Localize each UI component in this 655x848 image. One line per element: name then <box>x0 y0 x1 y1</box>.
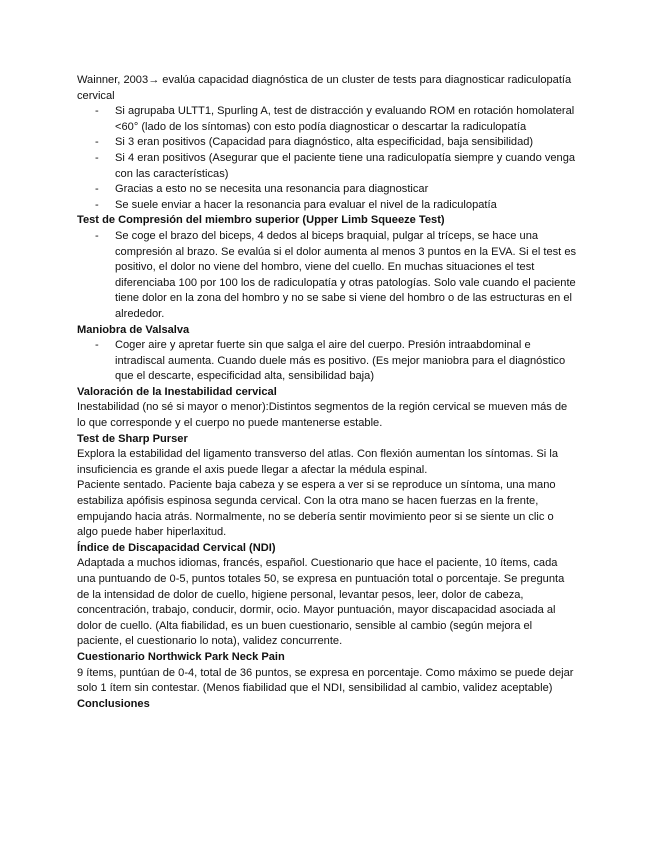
list-item <box>77 229 577 323</box>
dash-bullet: - <box>95 105 99 118</box>
dash-bullet: - <box>95 151 99 164</box>
dash-bullet: - <box>95 339 99 352</box>
dash-bullet: - <box>95 183 99 196</box>
dash-bullet: - <box>95 198 99 211</box>
ndi-paragraph: Adaptada a muchos idiomas, francés, español. Cuestionario que hace el paciente, 10 ítems, cada una puntuando de 0-5, puntos totales 50, se expresa en puntuación total o porcentaje. Se pregunta de la intensidad de dolor de cuello, higiene personal, levantar pesos, leer, dolor de cabeza, concentración, trabajo, conducir, dormir, ocio. Mayor puntuación, mayor discapacidad asociada al dolor de cuello. (Alta fiabilidad, es un buen cuestionario, sensible al cambio (según mejora el paciente, el cuestionario lo nota), validez concurrente. <box>77 557 565 648</box>
list-item-text: Si 3 eran positivos (Capacidad para diagnóstico, alta especificidad, baja sensibilidad) <box>115 136 534 149</box>
section-heading-instability: Valoración de la Inestabilidad cervical <box>77 385 277 398</box>
upper-limb-list <box>77 229 577 323</box>
document-page <box>77 73 577 712</box>
section-heading-northwick: Cuestionario Northwick Park Neck Pain <box>77 650 285 663</box>
section-heading-sharp-purser: Test de Sharp Purser <box>77 432 188 445</box>
intro-list <box>77 104 577 213</box>
dash-bullet: - <box>95 136 99 149</box>
northwick-paragraph: 9 ítems, puntúan de 0-4, total de 36 puntos, se expresa en porcentaje. Como máximo se puede dejar solo 1 ítem sin contestar. (Menos fiabilidad que el NDI, sensibilidad al cambio, validez aceptable) <box>77 666 574 695</box>
dash-bullet: - <box>95 229 99 242</box>
list-item-text: Coger aire y apretar fuerte sin que salga el aire del cuerpo. Presión intraabdominal e intradiscal aumenta. Cuando duele más es positivo. (Es mejor maniobra para el diagnóstico que el descarte, especificidad alta, sensibilidad baja) <box>115 339 566 383</box>
section-heading-ndi: Índice de Discapacidad Cervical (NDI) <box>77 541 276 554</box>
valsalva-list <box>77 338 577 385</box>
list-item <box>77 182 577 198</box>
list-item-text: Se coge el brazo del biceps, 4 dedos al biceps braquial, pulgar al tríceps, se hace una compresión al brazo. Se evalúa si el dolor aumenta al menos 3 puntos en la EVA. Si el test es positivo, el dolor no viene del hombro, viene del cuello. En muchas situaciones el test diferenciaba 100 por 100 los de radiculopatía y otras patologías. Solo vale cuando el paciente tiene dolor en la zona del hombro y no se sabe si viene del hombro o de las estructuras en el alrededor. <box>115 229 577 320</box>
list-item-text: Si agrupaba ULTT1, Spurling A, test de distracción y evaluando ROM en rotación homolateral <60° (lado de los síntomas) con esto podía diagnosticar o descartar la radiculopatía <box>115 105 575 133</box>
list-item <box>77 104 577 135</box>
list-item <box>77 338 577 385</box>
list-item-text: Se suele enviar a hacer la resonancia para evaluar el nivel de la radiculopatía <box>115 198 497 211</box>
sharp-purser-paragraph-1: Explora la estabilidad del ligamento transverso del atlas. Con flexión aumentan los síntomas. Si la insuficiencia es grande el axis puede llegar a afectar la médula espinal. <box>77 448 558 476</box>
list-item-text: Gracias a esto no se necesita una resonancia para diagnosticar <box>115 183 429 196</box>
list-item <box>77 135 577 151</box>
intro-paragraph: Wainner, 2003→ evalúa capacidad diagnóstica de un cluster de tests para diagnosticar radiculopatía cervical <box>77 74 572 102</box>
section-heading-conclusions: Conclusiones <box>77 697 150 710</box>
list-item <box>77 198 577 214</box>
section-heading-upper-limb: Test de Compresión del miembro superior (Upper Limb Squeeze Test) <box>77 214 445 227</box>
sharp-purser-paragraph-2: Paciente sentado. Paciente baja cabeza y se espera a ver si se reproduce un síntoma, una mano estabiliza apófisis espinosa segunda cervical. Con la otra mano se hacen fuerzas en la frente, empujando hacia atrás. Normalmente, no se debería sentir movimiento peor si se siente un clic o algo puede haber hiperlaxitud. <box>77 479 556 539</box>
section-heading-valsalva: Maniobra de Valsalva <box>77 323 190 336</box>
list-item <box>77 151 577 182</box>
list-item-text: Si 4 eran positivos (Asegurar que el paciente tiene una radiculopatía siempre y cuando venga con las características) <box>115 151 576 180</box>
instability-paragraph: Inestabilidad (no sé si mayor o menor):Distintos segmentos de la región cervical se mueven más de lo que corresponde y el cuerpo no puede mantenerse estable. <box>77 401 568 430</box>
